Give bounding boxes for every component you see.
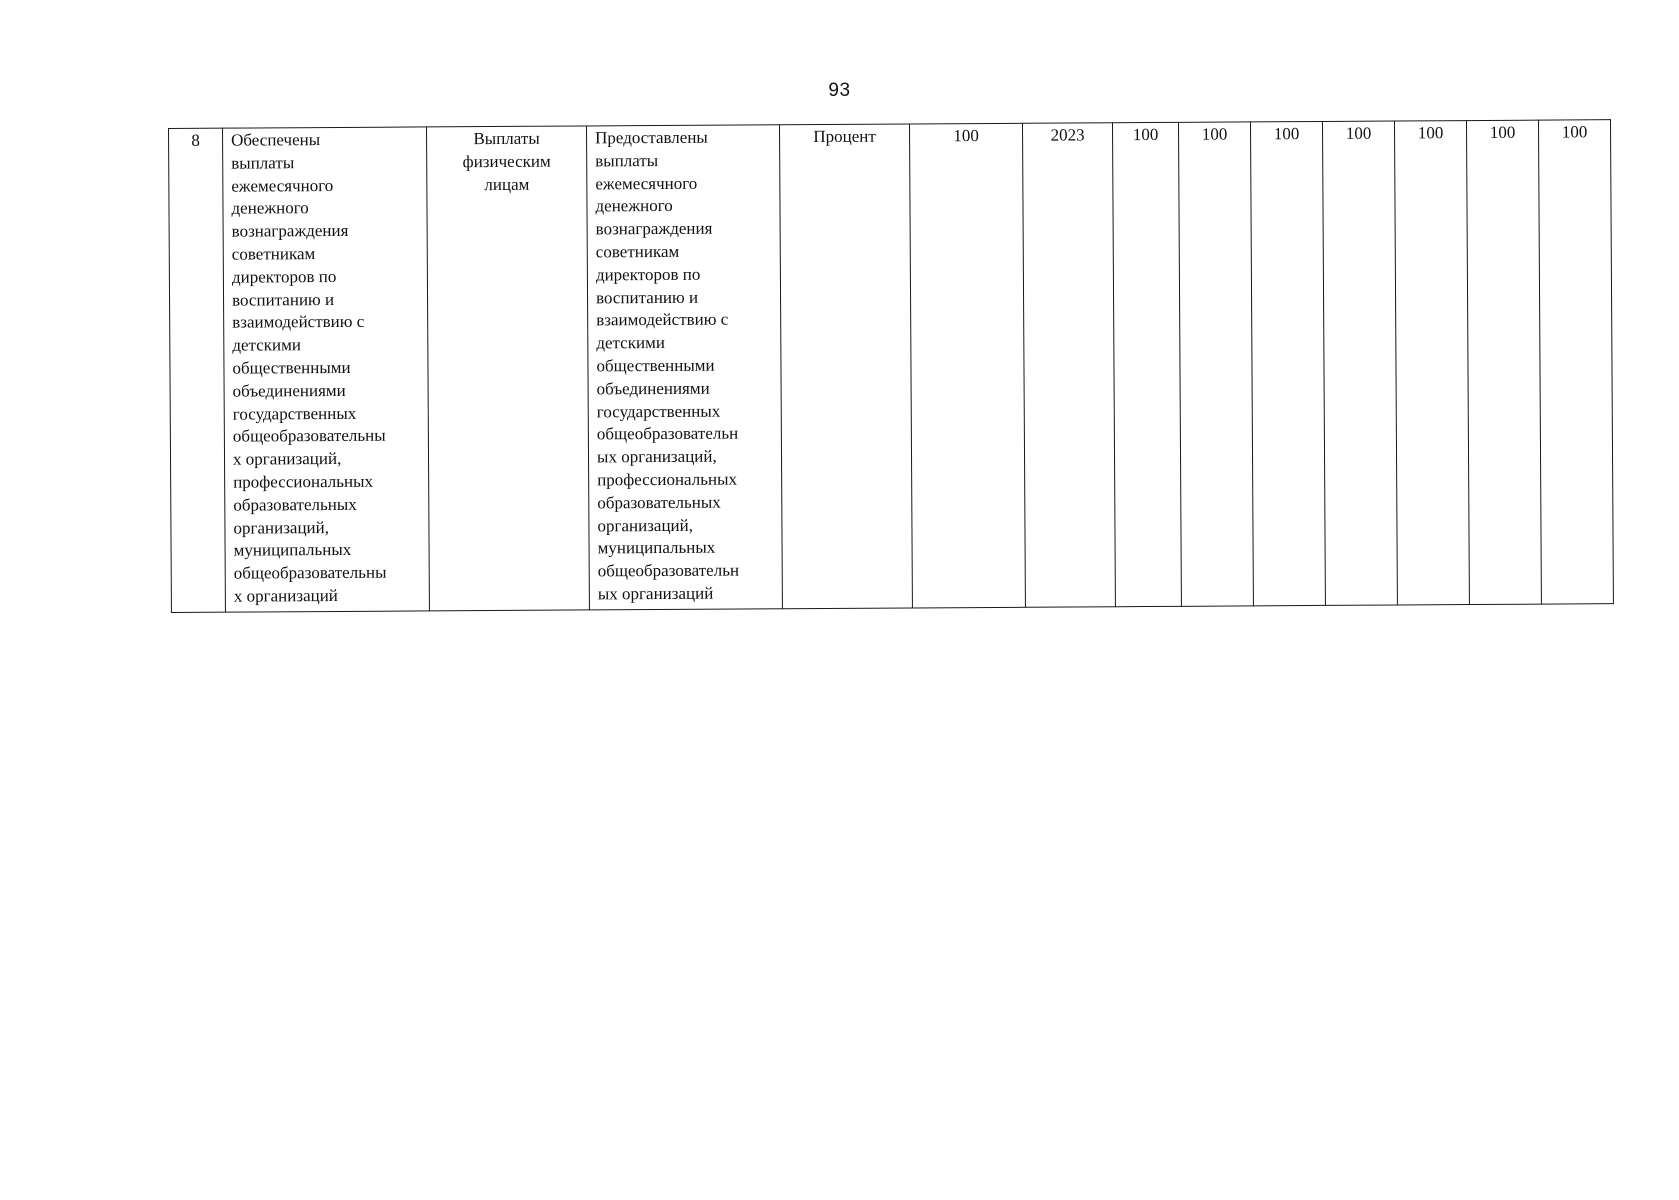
- year-value-cell: [1322, 121, 1397, 605]
- year-value: 100: [1132, 124, 1159, 145]
- page-number: 93: [828, 80, 851, 101]
- year-value-cell: [1250, 121, 1325, 605]
- result-characteristic: Предоставлены выплаты ежемесячного денежного вознаграждения советникам директоров по воспитанию и взаимодействию с детскими общественными объединениями государственных общеобразовательн ых организаций, профессиональных образовательных организаций, муниципальных общеобразовательн ых организаций: [595, 127, 740, 604]
- year-value: 100: [1489, 122, 1516, 142]
- year-value-cell: [1112, 122, 1181, 606]
- table-row: [169, 120, 1614, 613]
- result-name: Обеспечены выплаты ежемесячного денежного вознаграждения советникам директоров по воспитанию и взаимодействию с детскими общественными объединениями государственных общеобразовательны х организаций, профессиональных образовательных организаций, муниципальных общеобразовательны х организаций: [231, 130, 387, 606]
- row-number-cell: [169, 128, 226, 612]
- year-value: 100: [1273, 124, 1300, 144]
- year-value-cell: [1466, 120, 1541, 604]
- year-value: 100: [1561, 122, 1588, 142]
- unit-cell: [779, 124, 912, 609]
- characteristic-cell: [586, 125, 782, 610]
- year-value-cell: [1394, 121, 1469, 605]
- year-value-cell: [1538, 120, 1613, 604]
- base-value: 100: [953, 126, 979, 146]
- unit-of-measure: Процент: [813, 126, 876, 147]
- base-value-cell: [909, 123, 1025, 608]
- result-type-cell: [426, 126, 589, 611]
- year-value: 100: [1345, 123, 1372, 143]
- year-value-cell: [1178, 122, 1253, 606]
- result-type: Выплаты физическим лицам: [462, 128, 551, 194]
- row-number: 8: [191, 130, 200, 150]
- base-year: 2023: [1050, 125, 1085, 145]
- year-value: 100: [1417, 123, 1444, 143]
- results-table: [168, 119, 1614, 613]
- base-year-cell: [1022, 123, 1115, 608]
- result-name-cell: [223, 127, 430, 612]
- year-value: 100: [1201, 124, 1228, 144]
